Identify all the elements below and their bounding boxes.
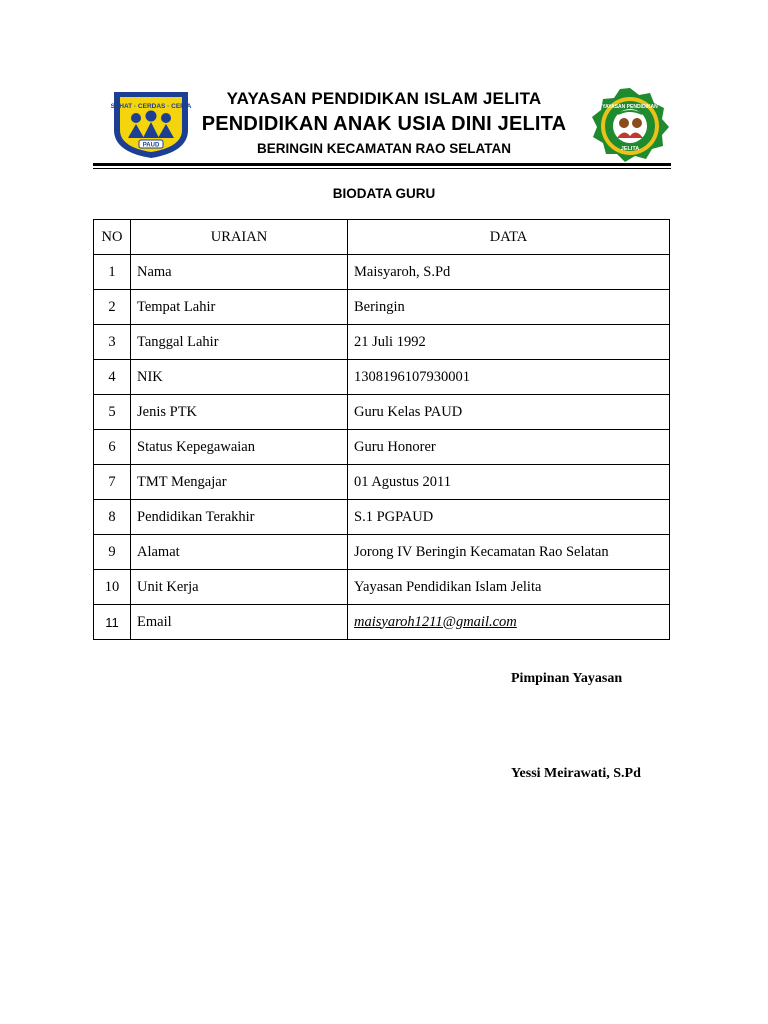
row-uraian: Jenis PTK xyxy=(131,395,348,430)
svg-text:SEHAT · CERDAS · CERIA: SEHAT · CERDAS · CERIA xyxy=(110,103,192,110)
signature-title: Pimpinan Yayasan xyxy=(511,671,623,686)
svg-text:JELITA: JELITA xyxy=(620,146,640,152)
row-no: 6 xyxy=(94,430,131,465)
row-no: 1 xyxy=(94,255,131,290)
row-data: S.1 PGPAUD xyxy=(348,500,670,535)
row-no: 2 xyxy=(94,290,131,325)
svg-text:PAUD: PAUD xyxy=(142,142,160,149)
row-no: 9 xyxy=(94,535,131,570)
row-uraian: TMT Mengajar xyxy=(131,465,348,500)
header-rule-thin xyxy=(93,168,671,169)
row-no: 11 xyxy=(94,605,131,640)
row-no: 4 xyxy=(94,360,131,395)
table-row xyxy=(94,500,670,535)
header-data: DATA xyxy=(348,220,670,255)
biodata-table xyxy=(93,219,670,640)
row-uraian: Pendidikan Terakhir xyxy=(131,500,348,535)
foundation-name: YAYASAN PENDIDIKAN ISLAM JELITA xyxy=(226,89,542,108)
svg-text:YAYASAN PENDIDIKAN: YAYASAN PENDIDIKAN xyxy=(602,104,658,110)
row-uraian: Unit Kerja xyxy=(131,570,348,605)
row-uraian: NIK xyxy=(131,360,348,395)
row-data: Maisyaroh, S.Pd xyxy=(348,255,670,290)
table-row xyxy=(94,255,670,290)
document-title: BIODATA GURU xyxy=(332,186,436,201)
row-no: 3 xyxy=(94,325,131,360)
table-row xyxy=(94,465,670,500)
row-no: 10 xyxy=(94,570,131,605)
school-name: PENDIDIKAN ANAK USIA DINI JELITA xyxy=(201,113,567,135)
school-location: BERINGIN KECAMATAN RAO SELATAN xyxy=(257,141,511,156)
table-row xyxy=(94,605,670,640)
header-uraian: URAIAN xyxy=(131,220,348,255)
table-row xyxy=(94,535,670,570)
header-no: NO xyxy=(94,220,131,255)
row-data-email xyxy=(348,605,670,640)
row-no: 5 xyxy=(94,395,131,430)
table-row xyxy=(94,325,670,360)
row-uraian: Email xyxy=(131,605,348,640)
row-data: Yayasan Pendidikan Islam Jelita xyxy=(348,570,670,605)
table-row xyxy=(94,570,670,605)
row-data: 21 Juli 1992 xyxy=(348,325,670,360)
table-row xyxy=(94,360,670,395)
row-uraian: Status Kepegawaian xyxy=(131,430,348,465)
row-data: Guru Kelas PAUD xyxy=(348,395,670,430)
table-row xyxy=(94,290,670,325)
header-rule-thick xyxy=(93,163,671,166)
row-data: Jorong IV Beringin Kecamatan Rao Selatan xyxy=(348,535,670,570)
row-uraian: Alamat xyxy=(131,535,348,570)
row-data: 01 Agustus 2011 xyxy=(348,465,670,500)
row-no: 7 xyxy=(94,465,131,500)
row-uraian: Nama xyxy=(131,255,348,290)
row-uraian: Tempat Lahir xyxy=(131,290,348,325)
email-link[interactable]: maisyaroh1211@gmail.com xyxy=(354,613,517,630)
row-data: Beringin xyxy=(348,290,670,325)
row-data: 1308196107930001 xyxy=(348,360,670,395)
row-data: Guru Honorer xyxy=(348,430,670,465)
row-no: 8 xyxy=(94,500,131,535)
table-header-row xyxy=(94,220,670,255)
table-row xyxy=(94,395,670,430)
row-uraian: Tanggal Lahir xyxy=(131,325,348,360)
signature-name: Yessi Meirawati, S.Pd xyxy=(511,766,641,781)
table-row xyxy=(94,430,670,465)
